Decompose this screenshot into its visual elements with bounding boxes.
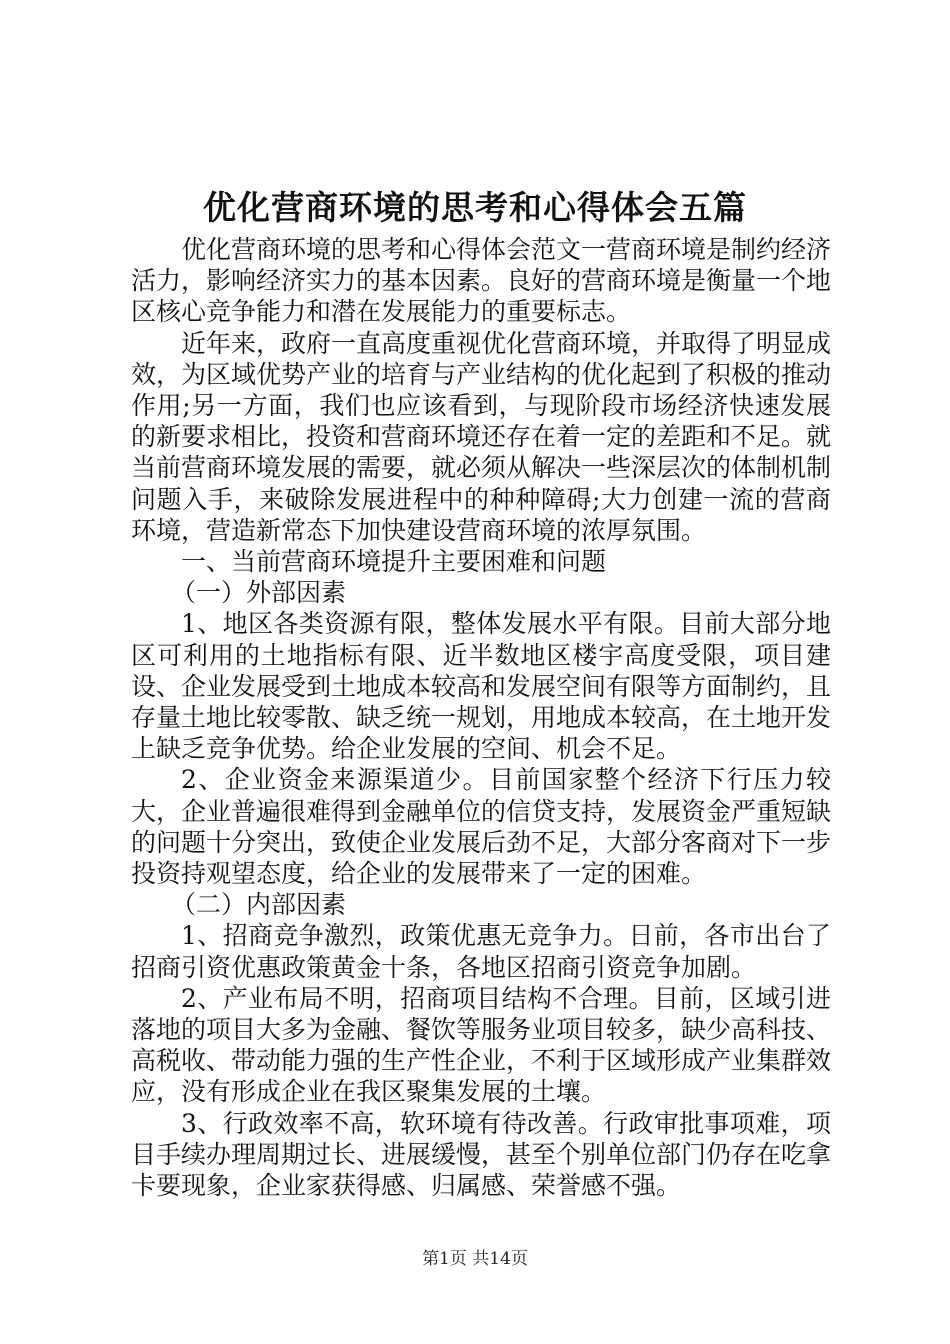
paragraph-external-1: 1、地区各类资源有限，整体发展水平有限。目前大部分地区可利用的土地指标有限、近半数地区楼宇高度受限，项目建设、企业发展受到土地成本较高和发展空间有限等方面制约，且存量土地比较零散、缺乏统一规划，用地成本较高，在土地开发上缺乏竞争优势。给企业发展的空间、机会不足。: [131, 609, 832, 764]
paragraph-internal-2: 2、产业布局不明，招商项目结构不合理。目前，区域引进落地的项目大多为金融、餐饮等服务业项目较多，缺少高科技、高税收、带动能力强的生产性企业，不利于区域形成产业集群效应，没有形成企业在我区聚集发展的土壤。: [131, 983, 832, 1107]
paragraph-internal-3: 3、行政效率不高，软环境有待改善。行政审批事项难，项目手续办理周期过长、进展缓慢，甚至个别单位部门仍存在吃拿卡要现象，企业家获得感、归属感、荣誉感不强。: [131, 1108, 832, 1201]
page-number-footer: 第1页 共14页: [422, 1249, 528, 1269]
document-body: [131, 234, 831, 1201]
paragraph-recent-years: 近年来，政府一直高度重视优化营商环境，并取得了明显成效，为区域优势产业的培育与产业结构的优化起到了积极的推动作用;另一方面，我们也应该看到，与现阶段市场经济快速发展的新要求相比，投资和营商环境还存在着一定的差距和不足。就当前营商环境发展的需要，就必须从解决一些深层次的体制机制问题入手，来破除发展进程中的种种障碍;大力创建一流的营商环境，营造新常态下加快建设营商环境的浓厚氛围。: [131, 328, 832, 545]
paragraph-intro: 优化营商环境的思考和心得体会范文一营商环境是制约经济活力，影响经济实力的基本因素。良好的营商环境是衡量一个地区核心竞争能力和潜在发展能力的重要标志。: [131, 235, 832, 327]
subsection-heading-internal: （二）内部因素: [171, 890, 347, 920]
section-heading-problems: 一、当前营商环境提升主要困难和问题: [181, 547, 607, 577]
paragraph-internal-1: 1、招商竞争激烈，政策优惠无竞争力。日前，各市出台了招商引资优惠政策黄金十条，各地区招商引资竞争加剧。: [131, 921, 831, 982]
paragraph-external-2: 2、企业资金来源渠道少。目前国家整个经济下行压力较大，企业普遍很难得到金融单位的信贷支持，发展资金严重短缺的问题十分突出，致使企业发展后劲不足，大部分客商对下一步投资持观望态度，给企业的发展带来了一定的困难。: [131, 765, 832, 889]
subsection-heading-external: （一）外部因素: [171, 578, 347, 608]
document-title: 优化营商环境的思考和心得体会五篇: [203, 188, 747, 227]
